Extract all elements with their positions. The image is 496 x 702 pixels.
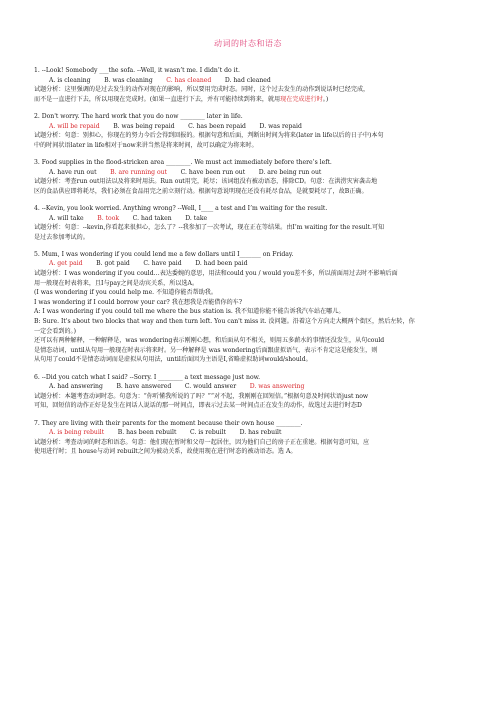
analysis-line: 区的食品供应即将耗尽，我们必须在食品用完之前立刻行动。根据句意说明现在还没有耗尽食品，是就要耗尽了，故B正确。 — [34, 187, 368, 195]
options-row — [34, 76, 464, 86]
highlighted-term: 现在完成进行时 — [280, 95, 323, 103]
analysis-line: 试题分析：考查动词的时态和语态。句意：他们现在暂时和父母一起居住，因为他们自己的房子正在重建。根据句意可知，应 — [34, 438, 370, 446]
option: B. was cleaning — [104, 76, 153, 84]
option: C. have been run out — [180, 168, 246, 176]
question-block — [34, 419, 464, 457]
option-correct: A. is being rebuilt — [49, 429, 105, 437]
option-correct: C. has cleaned — [166, 76, 212, 84]
question-list — [34, 66, 464, 457]
question-stem: 5. Mum, I was wondering if you could lend me a few dollars until I_______ on Friday. — [34, 250, 294, 258]
analysis-line: 可知，回短信的动作正好是发生在问话人说话的那一时间点，即表示过去某一时间点正在发生的动作，故选过去进行时态D — [34, 402, 362, 410]
options-row — [34, 428, 464, 438]
question-block — [34, 204, 464, 242]
option: D. had cleaned — [224, 76, 271, 84]
question-block — [34, 66, 464, 104]
analysis-line: (I was wondering if you could help me. 不知道你能否帮助我。 — [34, 289, 217, 297]
option: B. has been rebuilt — [117, 429, 177, 437]
question-stem: 2. Don't worry. The hard work that you do now ________ later in life. — [34, 112, 243, 120]
options-row — [34, 214, 464, 224]
question-block — [34, 112, 464, 150]
option: A. will take — [49, 214, 84, 222]
analysis-line: 试题分析：句意：--kevin,你看起来很担心，怎么了？--我参加了一次考试，现在正在等结果。由I’m waiting for the result.可知 — [34, 224, 385, 232]
question-stem: 6. --Did you catch what I said? --Sorry. I ________ a text message just now. — [34, 373, 261, 381]
options-row — [34, 259, 464, 269]
option-correct: A. get paid — [49, 260, 83, 268]
option: B. was being repaid — [113, 122, 175, 130]
option: A. is cleaning — [49, 76, 91, 84]
options-row — [34, 168, 464, 178]
analysis-line: 从句用了could不是情态动词而是虚拟从句用法，until后面因为主语是I,省略虚拟助词would/should。 — [34, 356, 312, 364]
question-stem: 1. --Look! Somebody ___the sofa. --Well, it wasn’t me. I didn’t do it. — [34, 67, 240, 74]
analysis-line: 一定会看到的。) — [34, 327, 76, 335]
option: A. have run out — [49, 168, 97, 176]
question-block — [34, 250, 464, 365]
option: C. had taken — [132, 214, 172, 222]
option-correct: A. will be repaid — [49, 122, 100, 130]
option: D. has rebuilt — [239, 429, 282, 437]
option: C. would answer — [184, 383, 237, 391]
option: D. had been paid — [195, 260, 248, 268]
analysis-line: 是过去参加考试的。 — [34, 233, 89, 241]
options-row — [34, 382, 464, 392]
analysis-line: 使用进行时；且 house与动词 rebuilt之间为被动关系，故使用现在进行时态的被动语态。选 A。 — [34, 448, 297, 456]
analysis-line: 而不是一直进行下去，所以用现在完成时。(如果一直进行下去，并有可能持续到将来，就用现在完成进行时。) — [34, 95, 329, 103]
question-block — [34, 373, 464, 411]
option: B. have answered — [116, 383, 172, 391]
question-block — [34, 158, 464, 196]
analysis-line: 还可以有两种解释，一种解释是，was wondering表示刚刚心想，和后面从句不相关，则用五多薪水的事情还没发生，从句could — [34, 337, 385, 345]
option-correct: D. was answering — [249, 383, 305, 391]
option: D. take — [185, 214, 208, 222]
option: D. are being run out — [258, 168, 322, 176]
analysis-line: 试题分析：这里强调的是过去发生的动作对现在的影响，所以要用完成时态。同时，这个过去发生的动作到说话时已经完成， — [34, 86, 370, 94]
page-title: 动词的时态和语态 — [214, 39, 282, 48]
option: C. have paid — [143, 260, 182, 268]
analysis-line: A: I was wondering if you could tell me where the bus station is. 我不知道你能不能告诉我汽车站在哪儿。 — [34, 308, 345, 316]
analysis-line: I was wondering if I could borrow your car? 我在想我是否能借你的车? — [34, 298, 243, 306]
option-correct: B. took — [97, 214, 120, 222]
question-stem: 4. --Kevin, you look worried. Anything wrong? --Well, I____ a test and I’m waiting for the result. — [34, 204, 328, 212]
analysis-line: 中的时间状语later in life相对于now来讲当然是将来时间，故可以确定为将来时。 — [34, 141, 258, 149]
option-correct: B. are running out — [110, 168, 168, 176]
option: A. had answering — [49, 383, 103, 391]
question-stem: 3. Food supplies in the flood-stricken area ________. We must act immediately before there’s left. — [34, 158, 332, 166]
analysis-line: 用一般现在时表将来，且I与pay之间是动宾关系，所以选A。 — [34, 279, 199, 287]
question-stem: 7. They are living with their parents for the moment because their own house ________. — [34, 419, 303, 427]
analysis-line: 是情态动词，until从句用一般现在时表示将来时。另一种解释是 was wondering后面跟虚拟语气，表示不肯定这是能发生，则 — [34, 346, 378, 354]
analysis-line: B: Sure. It's about two blocks that way and then turn left. You can't miss it. 没问题。沿着这个方向走大概两个街区，然后左转，你 — [34, 318, 415, 326]
option: C. is rebuilt — [189, 429, 226, 437]
analysis-line: 试题分析：句意：别担心，你现在的努力今后会得到回报的。根据句意和后面，判断出时间为将来(later in life以后的日子中)本句 — [34, 132, 384, 140]
option: B. got paid — [96, 260, 130, 268]
option: C. has been repaid — [188, 122, 246, 130]
options-row — [34, 122, 464, 132]
option: D. was repaid — [259, 122, 302, 130]
analysis-line: 试题分析：本题考查动词时态。句意为：“你听懂我所说的了吗？”“对不起，我刚刚在回短信。”根据句意及时间状语just now — [34, 392, 369, 400]
analysis-line: 试题分析：考查run out用法以及将来时用法。Run out用完，耗尽；该词组没有被动语态，排除CD。句意：在洪涝灾害袭击地 — [34, 178, 378, 186]
analysis-line: 试题分析：I was wondering if you could…表达委婉的意思，用法和could you / would you差不多，所以前面用过去时不影响后面 — [34, 270, 398, 278]
